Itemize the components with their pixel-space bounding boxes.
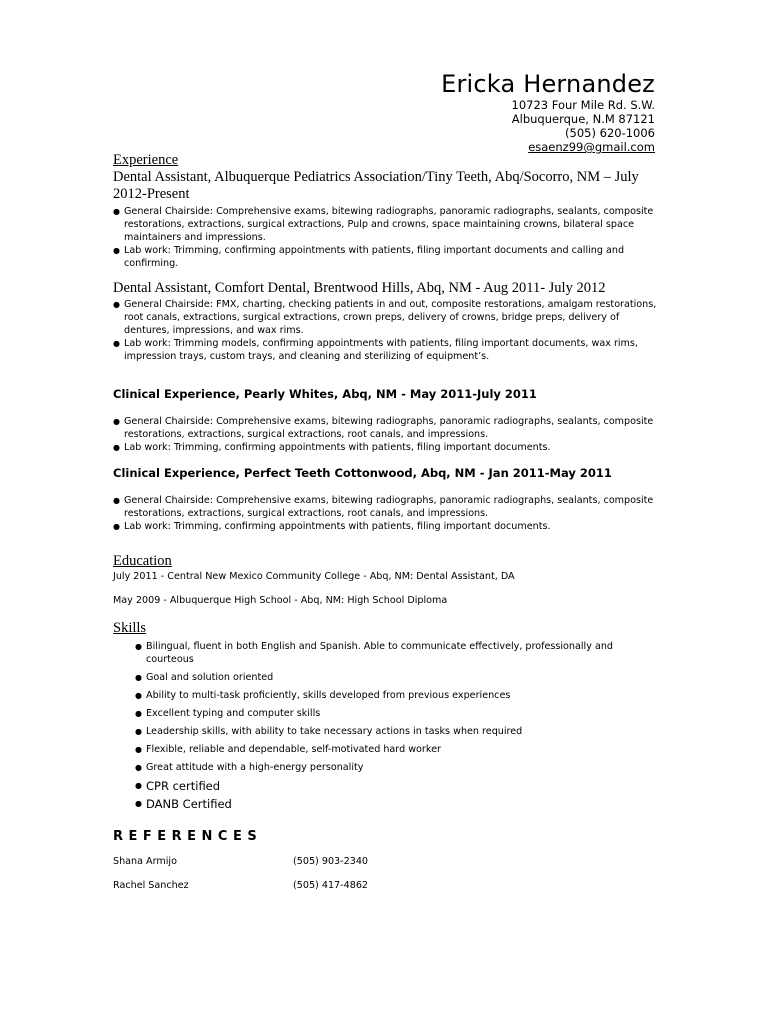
reference-name: Shana Armijo xyxy=(113,856,177,867)
email-link[interactable]: esaenz99@gmail.com xyxy=(528,140,655,154)
education-heading: Education xyxy=(113,553,172,569)
references-heading: REFERENCES xyxy=(113,829,263,844)
phone-number: (505) 620-1006 xyxy=(565,126,655,140)
list-item: ● CPR certified xyxy=(135,779,658,793)
list-item: ● Lab work: Trimming models, confirming appointments with patients, filing important documents, wax rims, impression trays, custom trays, and cleaning and sterilizing of equipment’s. xyxy=(113,337,658,363)
references-list xyxy=(113,855,658,903)
education-item: May 2009 - Albuquerque High School - Abq, NM: High School Diploma xyxy=(113,595,448,606)
list-item: ● DANB Certified xyxy=(135,797,658,811)
list-item: ● Ability to multi-task proficiently, skills developed from previous experiences xyxy=(135,689,658,702)
list-item: ● Goal and solution oriented xyxy=(135,671,658,684)
list-item: ● Lab work: Trimming, confirming appointments with patients, filing important documents. xyxy=(113,441,658,454)
list-item: ● Flexible, reliable and dependable, self-motivated hard worker xyxy=(135,743,658,756)
reference-phone: (505) 417-4862 xyxy=(293,880,369,891)
reference-row xyxy=(113,855,658,879)
contact-header xyxy=(441,70,655,154)
job-title: Dental Assistant, Albuquerque Pediatrics Association/Tiny Teeth, Abq/Socorro, NM – July 2012-Present xyxy=(113,169,639,202)
list-item: ● General Chairside: Comprehensive exams, bitewing radiographs, panoramic radiographs, sealants, composite restorations, extractions, surgical extractions, root canals, and impressions. xyxy=(113,415,658,441)
reference-row xyxy=(113,879,658,903)
skills-list xyxy=(113,640,658,811)
job-duties xyxy=(113,205,658,270)
list-item: ● Excellent typing and computer skills xyxy=(135,707,658,720)
city-state-zip: Albuquerque, N.M 87121 xyxy=(511,112,655,126)
job-duties xyxy=(113,298,658,363)
list-item: ● Leadership skills, with ability to take necessary actions in tasks when required xyxy=(135,725,658,738)
resume-body xyxy=(113,152,658,903)
clinical-entry xyxy=(113,466,658,533)
clinical-title: Clinical Experience, Pearly Whites, Abq, NM - May 2011-July 2011 xyxy=(113,387,537,401)
list-item: ● General Chairside: Comprehensive exams, bitewing radiographs, panoramic radiographs, sealants, composite restorations, extractions, surgical extractions, Pulp and crowns, space maintaining crowns, bilateral space maintainers and impressions. xyxy=(113,205,658,244)
job-entry xyxy=(113,169,658,270)
job-entry xyxy=(113,280,658,363)
clinical-duties xyxy=(113,494,658,533)
list-item: ● Lab work: Trimming, confirming appointments with patients, filing important documents and calling and confirming. xyxy=(113,244,658,270)
reference-phone: (505) 903-2340 xyxy=(293,856,369,867)
list-item: ● Great attitude with a high-energy personality xyxy=(135,761,658,774)
street-address: 10723 Four Mile Rd. S.W. xyxy=(511,98,655,112)
clinical-duties xyxy=(113,415,658,454)
list-item: ● Lab work: Trimming, confirming appointments with patients, filing important documents. xyxy=(113,520,658,533)
skills-heading: Skills xyxy=(113,620,147,636)
education-item: July 2011 - Central New Mexico Community College - Abq, NM: Dental Assistant, DA xyxy=(113,571,515,582)
list-item: ● General Chairside: Comprehensive exams, bitewing radiographs, panoramic radiographs, sealants, composite restorations, extractions, surgical extractions, root canals, and impressions. xyxy=(113,494,658,520)
clinical-title: Clinical Experience, Perfect Teeth Cottonwood, Abq, NM - Jan 2011-May 2011 xyxy=(113,466,612,480)
list-item: ● Bilingual, fluent in both English and Spanish. Able to communicate effectively, professionally and courteous xyxy=(135,640,658,666)
job-title: Dental Assistant, Comfort Dental, Brentwood Hills, Abq, NM - Aug 2011- July 2012 xyxy=(113,280,606,296)
experience-heading: Experience xyxy=(113,152,179,168)
reference-name: Rachel Sanchez xyxy=(113,880,189,891)
clinical-entry xyxy=(113,387,658,454)
applicant-name: Ericka Hernandez xyxy=(441,70,655,98)
list-item: ● General Chairside: FMX, charting, checking patients in and out, composite restorations, amalgam restorations, root canals, extractions, surgical extractions, crown preps, delivery of crowns, bridge preps, delivery of dentures, impressions, and wax rims. xyxy=(113,298,658,337)
